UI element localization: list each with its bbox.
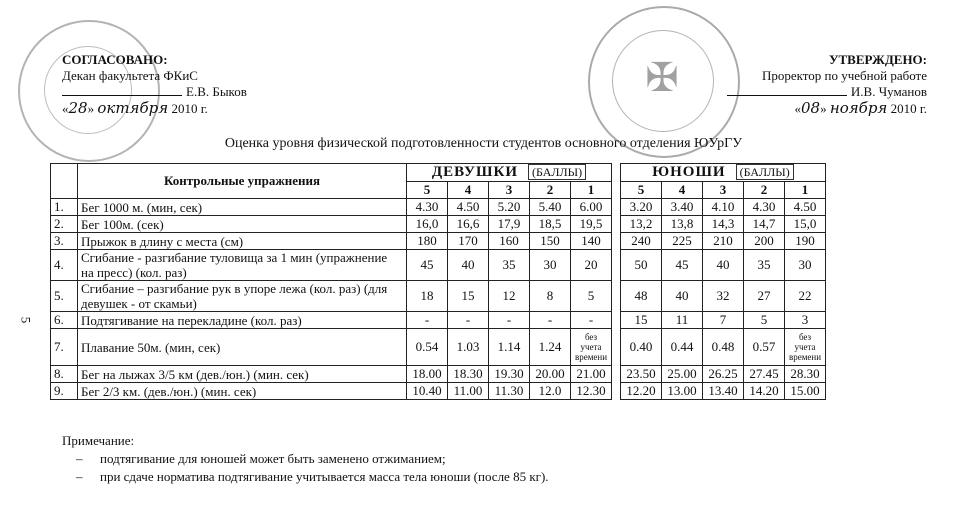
girls-value: 150: [530, 233, 571, 250]
boys-value: 15: [621, 312, 662, 329]
girls-value: 0.54: [407, 329, 448, 366]
column-gap: [612, 383, 621, 400]
girls-value: 12: [489, 281, 530, 312]
girls-value: 45: [407, 250, 448, 281]
girls-value: 5: [571, 281, 612, 312]
boys-value: 27: [744, 281, 785, 312]
girls-value: -: [407, 312, 448, 329]
boys-value: 14,3: [703, 216, 744, 233]
girls-value: -: [530, 312, 571, 329]
boys-points-label: (БАЛЛЫ): [736, 164, 794, 180]
table-row: [51, 281, 826, 312]
girls-value: 20.00: [530, 366, 571, 383]
right-date-day: 08: [800, 99, 821, 117]
row-number: 1.: [51, 199, 78, 216]
girls-value: 140: [571, 233, 612, 250]
girls-value: 4.50: [448, 199, 489, 216]
right-approval-block: [727, 52, 927, 117]
row-number: 7.: [51, 329, 78, 366]
girls-value: 16,6: [448, 216, 489, 233]
column-gap: [612, 312, 621, 329]
column-gap: [612, 329, 621, 366]
girls-value: 18: [407, 281, 448, 312]
row-number: 5.: [51, 281, 78, 312]
exercise-column-header: Контрольные упражнения: [78, 164, 407, 199]
score-header: 5: [407, 182, 448, 199]
score-header: 4: [448, 182, 489, 199]
table-row: [51, 250, 826, 281]
footnote: [62, 432, 549, 486]
boys-value: 40: [703, 250, 744, 281]
right-approval-position: Проректор по учебной работе: [761, 68, 927, 83]
girls-value: 6.00: [571, 199, 612, 216]
column-gap: [612, 233, 621, 250]
boys-value: 40: [662, 281, 703, 312]
table-row: [51, 216, 826, 233]
girls-value: -: [489, 312, 530, 329]
boys-value: 200: [744, 233, 785, 250]
footnote-item: – при сдаче норматива подтягивание учитывается масса тела юноши (после 85 кг).: [100, 468, 549, 486]
girls-value: без учета времени: [571, 329, 612, 366]
exercise-name: Бег 100м. (сек): [78, 216, 407, 233]
girls-value: 170: [448, 233, 489, 250]
boys-value: 0.48: [703, 329, 744, 366]
footnote-title: Примечание:: [62, 433, 135, 448]
girls-value: 19,5: [571, 216, 612, 233]
boys-value: 3.40: [662, 199, 703, 216]
girls-value: 17,9: [489, 216, 530, 233]
exercise-name: Бег 1000 м. (мин, сек): [78, 199, 407, 216]
girls-value: 4.30: [407, 199, 448, 216]
left-approval-title: СОГЛАСОВАНО:: [62, 52, 168, 67]
boys-value: 27.45: [744, 366, 785, 383]
table-row: [51, 383, 826, 400]
right-approval-date: «08» ноября 2010 г.: [794, 99, 927, 117]
girls-value: 18.30: [448, 366, 489, 383]
girls-value: 30: [530, 250, 571, 281]
boys-value: 3.20: [621, 199, 662, 216]
girls-value: 1.24: [530, 329, 571, 366]
exercise-name: Бег на лыжах 3/5 км (дев./юн.) (мин. сек): [78, 366, 407, 383]
girls-value: 15: [448, 281, 489, 312]
girls-value: 19.30: [489, 366, 530, 383]
girls-value: 40: [448, 250, 489, 281]
boys-value: 32: [703, 281, 744, 312]
girls-value: 5.20: [489, 199, 530, 216]
boys-value: 25.00: [662, 366, 703, 383]
eagle-emblem-icon: ✠: [645, 55, 679, 100]
page-title: Оценка уровня физической подготовленности студентов основного отделения ЮУрГУ: [224, 136, 743, 151]
left-signature-line: [62, 84, 182, 96]
footnote-list: [62, 450, 549, 486]
girls-value: 16,0: [407, 216, 448, 233]
girls-value: -: [448, 312, 489, 329]
score-header: 2: [530, 182, 571, 199]
score-header: 4: [662, 182, 703, 199]
table-row: [51, 366, 826, 383]
left-approval-position: Декан факультета ФКиС: [62, 68, 198, 83]
boys-value: 225: [662, 233, 703, 250]
exercise-name: Плавание 50м. (мин, сек): [78, 329, 407, 366]
right-approval-title: УТВЕРЖДЕНО:: [828, 52, 927, 67]
right-signature-line: [727, 84, 847, 96]
column-gap: [612, 250, 621, 281]
left-approval-date: «28» октября 2010 г.: [62, 99, 208, 117]
girls-value: 18,5: [530, 216, 571, 233]
row-number: 2.: [51, 216, 78, 233]
boys-value: без учета времени: [785, 329, 826, 366]
girls-value: 8: [530, 281, 571, 312]
left-approval-signer: Е.В. Быков: [186, 84, 247, 99]
boys-value: 15,0: [785, 216, 826, 233]
boys-value: 13.40: [703, 383, 744, 400]
right-date-year: 2010 г.: [890, 101, 927, 116]
footnote-item: – подтягивание для юношей может быть заменено отжиманием;: [100, 450, 549, 468]
boys-value: 13.00: [662, 383, 703, 400]
exercise-name: Подтягивание на перекладине (кол. раз): [78, 312, 407, 329]
exercise-name: Прыжок в длину с места (см): [78, 233, 407, 250]
row-number: 3.: [51, 233, 78, 250]
left-approval-block: [62, 52, 247, 117]
left-date-month: октября: [97, 99, 169, 117]
page-number: 5: [18, 316, 34, 324]
boys-value: 12.20: [621, 383, 662, 400]
girls-value: 11.00: [448, 383, 489, 400]
boys-value: 5: [744, 312, 785, 329]
girls-value: 21.00: [571, 366, 612, 383]
boys-value: 4.30: [744, 199, 785, 216]
table-row: [51, 233, 826, 250]
exercise-name: Бег 2/3 км. (дев./юн.) (мин. сек): [78, 383, 407, 400]
left-date-year: 2010 г.: [171, 101, 208, 116]
boys-value: 13,2: [621, 216, 662, 233]
boys-value: 190: [785, 233, 826, 250]
row-number: 4.: [51, 250, 78, 281]
boys-header: ЮНОШИ (БАЛЛЫ): [621, 164, 826, 182]
boys-value: 28.30: [785, 366, 826, 383]
girls-value: 160: [489, 233, 530, 250]
right-approval-signer: И.В. Чуманов: [850, 84, 927, 99]
boys-value: 0.57: [744, 329, 785, 366]
table-row: [51, 329, 826, 366]
boys-value: 13,8: [662, 216, 703, 233]
boys-value: 4.10: [703, 199, 744, 216]
girls-value: 5.40: [530, 199, 571, 216]
boys-value: 45: [662, 250, 703, 281]
standards-table: [50, 163, 826, 400]
boys-value: 26.25: [703, 366, 744, 383]
girls-value: -: [571, 312, 612, 329]
girls-header: ДЕВУШКИ (БАЛЛЫ): [407, 164, 612, 182]
boys-value: 0.40: [621, 329, 662, 366]
row-number: 9.: [51, 383, 78, 400]
column-gap: [612, 199, 621, 216]
score-header: 2: [744, 182, 785, 199]
girls-value: 10.40: [407, 383, 448, 400]
girls-value: 12.30: [571, 383, 612, 400]
score-header: 3: [703, 182, 744, 199]
boys-value: 35: [744, 250, 785, 281]
boys-value: 30: [785, 250, 826, 281]
girls-value: 1.03: [448, 329, 489, 366]
score-header: 1: [785, 182, 826, 199]
boys-value: 11: [662, 312, 703, 329]
row-number: 6.: [51, 312, 78, 329]
boys-value: 240: [621, 233, 662, 250]
table-row: [51, 199, 826, 216]
boys-value: 22: [785, 281, 826, 312]
girls-value: 35: [489, 250, 530, 281]
boys-value: 23.50: [621, 366, 662, 383]
right-date-month: ноября: [829, 99, 888, 117]
girls-points-label: (БАЛЛЫ): [528, 164, 586, 180]
boys-value: 7: [703, 312, 744, 329]
boys-value: 0.44: [662, 329, 703, 366]
row-number: 8.: [51, 366, 78, 383]
girls-value: 18.00: [407, 366, 448, 383]
boys-value: 50: [621, 250, 662, 281]
boys-value: 3: [785, 312, 826, 329]
exercise-name: Сгибание - разгибание туловища за 1 мин (упражнение на пресс) (кол. раз): [78, 250, 407, 281]
score-header: 1: [571, 182, 612, 199]
left-date-day: 28: [68, 99, 88, 117]
score-header: 5: [621, 182, 662, 199]
boys-value: 15.00: [785, 383, 826, 400]
column-gap: [612, 281, 621, 312]
column-gap: [612, 366, 621, 383]
score-header: 3: [489, 182, 530, 199]
girls-value: 20: [571, 250, 612, 281]
boys-value: 14,7: [744, 216, 785, 233]
column-gap: [612, 216, 621, 233]
girls-value: 11.30: [489, 383, 530, 400]
girls-value: 180: [407, 233, 448, 250]
boys-value: 14.20: [744, 383, 785, 400]
table-row: [51, 312, 826, 329]
girls-value: 1.14: [489, 329, 530, 366]
girls-value: 12.0: [530, 383, 571, 400]
exercise-name: Сгибание – разгибание рук в упоре лежа (кол. раз) (для девушек - от скамьи): [78, 281, 407, 312]
boys-value: 210: [703, 233, 744, 250]
boys-value: 4.50: [785, 199, 826, 216]
boys-value: 48: [621, 281, 662, 312]
